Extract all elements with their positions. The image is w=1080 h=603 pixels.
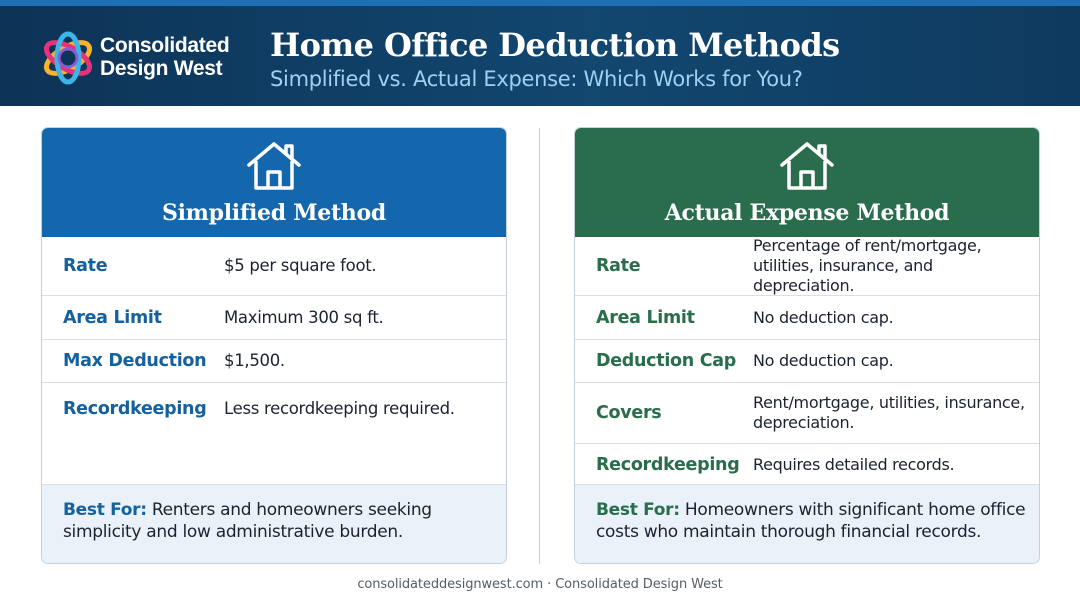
table-row	[575, 296, 1039, 340]
table-row	[42, 237, 506, 296]
row-value: No deduction cap.	[753, 351, 894, 370]
table-row	[575, 237, 1039, 296]
row-label: Area Limit	[596, 307, 695, 328]
row-label: Rate	[596, 256, 641, 276]
best-for-label: Best For:	[63, 500, 147, 520]
row-value: Maximum 300 sq ft.	[224, 307, 384, 327]
brand-line-2: Design West	[100, 57, 223, 80]
page-header	[0, 0, 1080, 106]
row-value: $5 per square foot.	[224, 256, 377, 275]
simplified-method-card	[41, 127, 507, 564]
row-label: Rate	[63, 256, 108, 276]
actual-card-title: Actual Expense Method	[664, 200, 950, 226]
page-title: Home Office Deduction Methods	[270, 26, 840, 64]
table-row	[575, 383, 1039, 444]
house-icon	[244, 140, 304, 192]
row-label: Max Deduction	[63, 351, 207, 371]
house-icon	[777, 140, 837, 192]
table-row	[575, 444, 1039, 486]
brand-line-1: Consolidated	[100, 34, 230, 57]
row-label: Covers	[596, 403, 662, 423]
row-value: $1,500.	[224, 351, 285, 370]
table-row	[575, 340, 1039, 383]
table-row	[42, 296, 506, 340]
row-label: Recordkeeping	[63, 399, 207, 419]
row-value: Less recordkeeping required.	[224, 399, 455, 418]
brand-name	[100, 34, 229, 80]
actual-best-for	[575, 484, 1039, 563]
simplified-best-for	[42, 484, 506, 563]
simplified-card-title: Simplified Method	[162, 200, 386, 226]
row-value: Percentage of rent/mortgage, utilities, insurance, and depreciation.	[753, 236, 982, 295]
best-for-text: Homeowners with significant home office costs who maintain thorough financial records.	[596, 500, 1026, 542]
row-value: No deduction cap.	[753, 307, 894, 327]
table-row	[42, 340, 506, 383]
page-subtitle: Simplified vs. Actual Expense: Which Works for You?	[270, 67, 803, 91]
page-footer: consolidateddesignwest.com · Consolidated Design West	[357, 577, 723, 592]
interlocking-rings-icon	[40, 30, 96, 86]
row-label: Recordkeeping	[596, 455, 740, 475]
row-value: Requires detailed records.	[753, 455, 955, 474]
best-for-text: Renters and homeowners seeking simplicity and low administrative burden.	[63, 500, 432, 542]
row-value: Rent/mortgage, utilities, insurance, depreciation.	[753, 393, 1025, 432]
actual-card-header	[575, 128, 1039, 237]
best-for-label: Best For:	[596, 500, 680, 520]
table-row	[42, 383, 506, 435]
simplified-card-header	[42, 128, 506, 237]
actual-expense-method-card	[574, 127, 1040, 564]
row-label: Area Limit	[63, 307, 162, 328]
row-label: Deduction Cap	[596, 351, 736, 371]
column-divider	[539, 128, 540, 564]
